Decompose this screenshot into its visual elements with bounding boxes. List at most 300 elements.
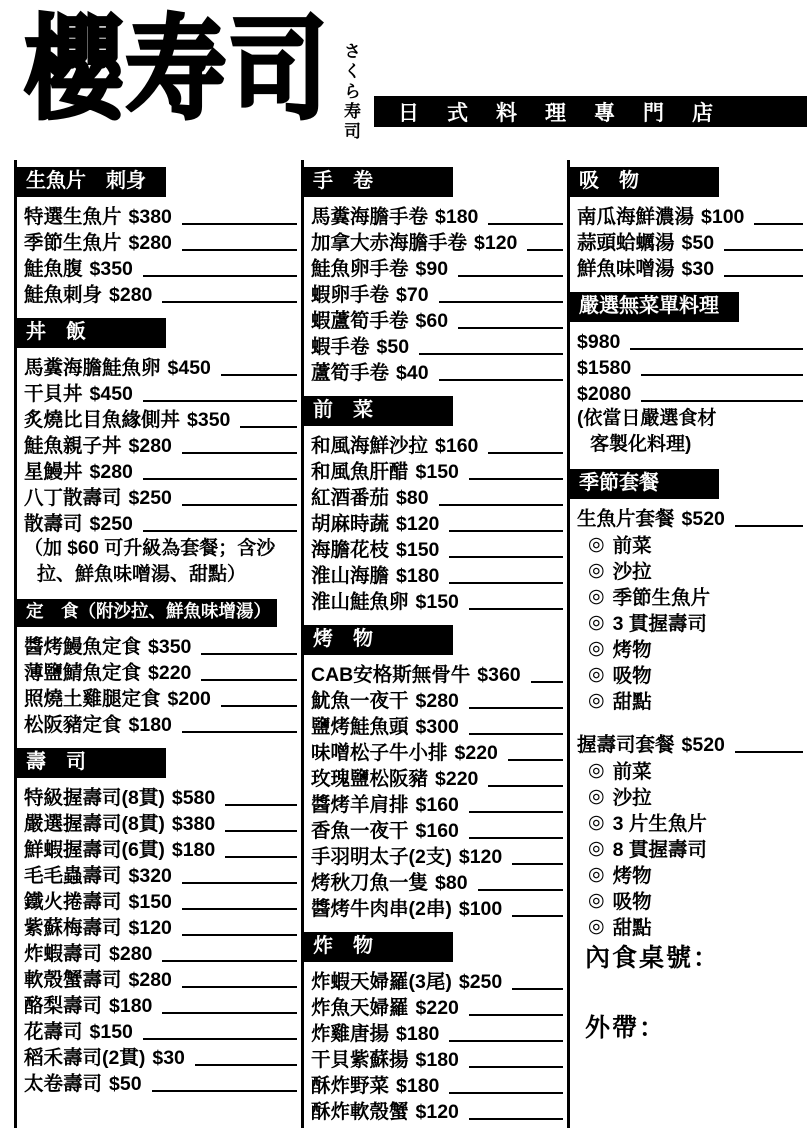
write-in-line [182,908,297,910]
menu-item-row [17,784,301,810]
set-menu-item-label: 吸物 [612,665,652,687]
menu-section [17,599,301,737]
item-price: $150 [128,890,172,913]
item-name: 特選生魚片 [24,206,122,228]
item-price: $180 [171,838,216,861]
menu-section [304,396,567,614]
item-name: 鐵火捲壽司 [24,890,122,913]
item-name: 魷魚一夜干 [311,690,409,712]
set-menu-item [570,687,807,713]
menu-item-row [304,791,567,817]
menu-item-row [570,229,807,255]
item-price: $160 [415,820,459,842]
menu-item-row [304,510,567,536]
write-in-line [469,733,563,735]
menu-item-row [304,562,567,588]
menu-item-row [570,505,807,531]
item-name: 酥炸野菜 [311,1075,390,1097]
item-price: $30 [152,1046,185,1069]
write-in-line [469,837,563,839]
item-name: 薄鹽鯖魚定食 [24,661,142,684]
item-name: 散壽司 [24,513,83,535]
set-menu-item-label: 吸物 [612,891,652,913]
item-name: 鮮蝦握壽司(6貫) [24,838,165,861]
item-price: $160 [415,794,459,816]
set-menu-item [570,835,807,861]
item-price: $70 [396,284,429,306]
item-price: $360 [477,664,521,686]
write-in-line [449,1092,563,1094]
menu-item-row [304,817,567,843]
menu-item-row [304,203,567,229]
item-name: 和風魚肝醋 [311,461,409,483]
item-price: $1580 [577,357,632,379]
write-in-line [182,934,297,936]
set-menu-item [570,635,807,661]
menu-section [570,469,807,939]
item-name: 炸魚天婦羅 [311,997,409,1019]
write-in-line [439,379,563,381]
write-in-line [143,400,297,402]
item-name: 紅酒番茄 [311,487,390,509]
menu-item-row [17,862,301,888]
menu-item-row [304,255,567,281]
write-in-line [449,556,563,558]
write-in-line [488,223,563,225]
write-in-line [225,804,297,806]
set-menu-item-label: 烤物 [612,639,652,661]
menu-item-row [304,661,567,687]
menu-item-row [17,255,301,281]
item-price: $30 [681,258,715,280]
section-header: 季節套餐 [570,469,719,499]
write-in-line [478,889,563,891]
item-price: $180 [396,1075,440,1097]
item-name: 馬糞海膽鮭魚卵 [24,357,161,379]
item-name: 握壽司套餐 [577,734,675,756]
write-in-line [641,374,803,376]
item-price: $580 [171,786,216,809]
bullseye-bullet-icon: ◎ [588,889,605,911]
write-in-line [182,504,297,506]
item-name: 炸雞唐揚 [311,1023,390,1045]
item-name: 烤秋刀魚一隻 [311,872,429,894]
write-in-line [527,249,563,251]
section-header: 炸 物 [304,932,453,962]
write-in-line [735,751,803,753]
set-menu-item-label: 前菜 [612,535,652,557]
item-price: $100 [701,206,745,228]
item-price: $180 [128,713,172,736]
item-price: $180 [109,994,153,1017]
menu-item-row [17,1044,301,1070]
set-menu-item [570,583,807,609]
item-name: 鮭魚腹 [24,258,83,280]
set-menu-item [570,557,807,583]
write-in-line [439,504,563,506]
set-menu-item-label: 沙拉 [612,561,652,583]
write-in-line [512,988,563,990]
item-price: $120 [128,916,172,939]
item-name: 鮭魚卵手卷 [311,258,409,280]
menu-item-row [570,203,807,229]
item-name: 醬烤鰻魚定食 [24,635,142,658]
menu-item-row [17,380,301,406]
write-in-line [458,275,563,277]
bullseye-bullet-icon: ◎ [588,759,605,781]
menu-section [570,167,807,281]
item-name: 炸蝦天婦羅(3尾) [311,971,452,993]
write-in-line [240,426,297,428]
write-in-line [143,275,297,277]
write-in-line [469,478,563,480]
menu-item-row [17,458,301,484]
menu-item-row [304,843,567,869]
menu-item-row [17,406,301,432]
write-in-line [531,681,563,683]
set-menu-item [570,783,807,809]
menu-item-row [17,1070,301,1096]
menu-item-row [304,484,567,510]
bullseye-bullet-icon: ◎ [588,811,605,833]
menu-item-row [17,484,301,510]
item-name: 鮭魚刺身 [24,284,103,306]
write-in-line [458,327,563,329]
item-price: $220 [454,742,498,764]
menu-item-row [17,229,301,255]
item-price: $150 [415,461,459,483]
item-name: 干貝紫蘇揚 [311,1049,409,1071]
item-name: 淮山海膽 [311,565,390,587]
item-price: $350 [89,258,133,280]
write-in-line [469,1066,563,1068]
write-in-line [162,960,297,962]
bullseye-bullet-icon: ◎ [588,533,605,555]
set-menu-item-label: 甜點 [612,917,652,939]
item-price: $350 [187,409,231,431]
item-price: $250 [89,513,133,535]
menu-item-row [17,432,301,458]
write-in-line [488,452,563,454]
menu-item-row [17,966,301,992]
item-price: $120 [415,1101,459,1123]
bullseye-bullet-icon: ◎ [588,559,605,581]
write-in-line [182,986,297,988]
bullseye-bullet-icon: ◎ [588,863,605,885]
write-in-line [724,249,803,251]
set-menu-item-label: 3 貫握壽司 [612,613,707,635]
item-name: 干貝丼 [24,383,83,405]
item-name: 季節生魚片 [24,232,122,254]
write-in-line [488,785,563,787]
section-header: 定 食（附沙拉、鮮魚味增湯） [17,599,277,627]
menu-item-row [17,354,301,380]
menu-column-1 [14,160,301,1128]
item-price: $450 [167,357,211,379]
item-name: 醬烤羊肩排 [311,794,409,816]
write-in-line [182,882,297,884]
item-price: $40 [396,362,429,384]
bullseye-bullet-icon: ◎ [588,585,605,607]
menu-item-row [304,307,567,333]
menu-item-row [17,281,301,307]
menu-item-row [570,354,807,380]
takeout-label: 外帶： [585,1014,667,1042]
set-menu-item [570,887,807,913]
menu-item-row [17,888,301,914]
menu-item-row [304,536,567,562]
item-price: $250 [458,971,503,993]
section-header: 壽 司 [17,748,166,778]
item-price: $80 [435,872,468,894]
set-menu-item-label: 烤物 [612,865,652,887]
write-in-line [195,1064,297,1066]
write-in-line [182,452,297,454]
item-name: 軟殼蟹壽司 [24,968,122,991]
set-menu-item [570,809,807,835]
item-name: 蒜頭蛤蠣湯 [577,232,675,254]
item-price: $450 [89,383,133,405]
item-name: 南瓜海鮮濃湯 [577,206,695,228]
write-in-line [449,530,563,532]
menu-item-row [304,968,567,994]
menu-item-row [304,713,567,739]
menu-item-row [17,685,301,711]
item-price: $150 [89,1020,133,1043]
menu-item-row [304,1020,567,1046]
item-price: $150 [415,591,459,613]
menu-section [570,292,807,458]
set-menu-item [570,757,807,783]
write-in-line [508,759,563,761]
menu-item-row [570,731,807,757]
item-price: $980 [577,331,621,353]
menu-column-3 [567,160,807,1128]
write-in-line [152,1090,297,1092]
item-name: 毛毛蟲壽司 [24,864,122,887]
item-price: $180 [396,565,440,587]
item-price: $120 [458,846,503,868]
bullseye-bullet-icon: ◎ [588,837,605,859]
item-name: 胡麻時蔬 [311,513,390,535]
item-name: 淮山鮭魚卵 [311,591,409,613]
item-price: $280 [109,284,153,306]
item-price: $520 [681,508,725,530]
item-name: 炸蝦壽司 [24,942,103,965]
item-name: CAB安格斯無骨牛 [311,664,471,686]
menu-section [17,748,301,1096]
write-in-line [182,731,297,733]
menu-item-row [304,869,567,895]
menu-item-row [17,711,301,737]
item-name: 照燒土雞腿定食 [24,687,161,710]
item-name: 玫瑰鹽松阪豬 [311,768,429,790]
menu-item-row [304,588,567,614]
set-menu-item [570,913,807,939]
menu-item-row [570,255,807,281]
section-header: 前 菜 [304,396,453,426]
item-note-line: （加 $60 可升級為套餐；含沙 [24,538,276,559]
write-in-line [449,1040,563,1042]
bullseye-bullet-icon: ◎ [588,915,605,937]
menu-item-row [570,380,807,406]
item-price: $180 [396,1023,440,1045]
write-in-line [641,400,803,402]
item-price: $50 [681,232,715,254]
set-menu-item-label: 沙拉 [612,787,652,809]
menu-item-row [17,992,301,1018]
menu-item-row [304,1046,567,1072]
write-in-line [469,811,563,813]
write-in-line [724,275,803,277]
menu-item-row [17,810,301,836]
restaurant-logo: 櫻寿司 [24,7,330,133]
write-in-line [630,348,803,350]
set-menu-item-label: 甜點 [612,691,652,713]
item-price: $220 [435,768,479,790]
write-in-line [449,582,563,584]
item-price: $180 [415,1049,459,1071]
menu-item-row [570,328,807,354]
write-in-line [419,353,563,355]
item-name: 紫蘇梅壽司 [24,916,122,939]
menu-section [17,167,301,307]
write-in-line [512,915,563,917]
item-price: $250 [128,487,172,509]
menu-section [304,625,567,921]
menu-item-row [304,687,567,713]
bullseye-bullet-icon: ◎ [588,785,605,807]
write-in-line [143,530,297,532]
item-price: $280 [128,435,172,457]
section-header: 烤 物 [304,625,453,655]
menu-item-row [304,895,567,921]
write-in-line [469,1118,563,1120]
item-price: $160 [435,435,479,457]
item-price: $320 [128,864,172,887]
menu-item-row [17,940,301,966]
item-price: $280 [128,232,172,254]
item-name: 生魚片套餐 [577,508,675,530]
item-price: $380 [171,812,216,835]
item-name: 八丁散壽司 [24,487,122,509]
item-price: $120 [396,513,440,535]
write-in-line [469,608,563,610]
write-in-line [143,478,297,480]
item-name: 酪梨壽司 [24,994,103,1017]
menu-item-row [304,281,567,307]
item-name: 稻禾壽司(2貫) [24,1046,146,1069]
item-price: $280 [128,968,172,991]
item-name: 松阪豬定食 [24,713,122,736]
item-name: 醬烤牛肉串(2串) [311,898,452,920]
item-name: 蘆筍手卷 [311,362,390,384]
item-name: 星鰻丼 [24,461,83,483]
bullseye-bullet-icon: ◎ [588,689,605,711]
item-price: $380 [128,206,172,228]
item-name: 手羽明太子(2支) [311,846,452,868]
write-in-line [439,301,563,303]
item-price: $350 [148,635,192,658]
item-price: $220 [148,661,192,684]
set-menu-item [570,609,807,635]
item-price: $100 [458,898,503,920]
item-name: 鮮魚味噌湯 [577,258,675,280]
write-in-line [182,249,297,251]
item-price: $50 [376,336,410,358]
item-price: $90 [415,258,449,280]
set-menu-item-label: 前菜 [612,761,652,783]
item-price: $200 [167,687,211,710]
write-in-line [221,374,297,376]
section-header: 吸 物 [570,167,719,197]
set-menu-item-label: 3 片生魚片 [612,813,707,835]
item-name: 和風海鮮沙拉 [311,435,429,457]
set-menu-item-label: 季節生魚片 [612,587,711,609]
menu-item-row [17,510,301,536]
write-in-line [201,679,297,681]
menu-item-row [17,633,301,659]
menu-item-row [304,333,567,359]
item-price: $220 [415,997,459,1019]
set-menu-item [570,531,807,557]
menu-column-2 [301,160,567,1128]
bullseye-bullet-icon: ◎ [588,611,605,633]
bullseye-bullet-icon: ◎ [588,663,605,685]
item-name: 蝦手卷 [311,336,370,358]
item-name: 加拿大赤海膽手卷 [311,232,468,254]
item-name: 蝦蘆筍手卷 [311,310,409,332]
menu-item-row [17,203,301,229]
menu-item-row [304,359,567,385]
menu-item-row [304,229,567,255]
item-price: $60 [415,310,449,332]
write-in-line [225,830,297,832]
set-menu-item [570,661,807,687]
item-price: $280 [89,461,133,483]
item-price: $150 [396,539,440,561]
bullseye-bullet-icon: ◎ [588,637,605,659]
menu-item-row [304,432,567,458]
write-in-line [182,223,297,225]
write-in-line [201,653,297,655]
menu-item-row [304,1072,567,1098]
menu-item-row [17,836,301,862]
tagline-banner: 日式料理專門店 [374,96,807,127]
item-price: $280 [415,690,459,712]
item-name: 酥炸軟殼蟹 [311,1101,409,1123]
menu-item-row [304,994,567,1020]
item-name: 香魚一夜干 [311,820,409,842]
menu-item-row [17,659,301,685]
item-name: 太卷壽司 [24,1072,103,1095]
dine-in-table-label: 內食桌號： [585,944,721,972]
item-price: $280 [109,942,153,965]
item-name: 鹽烤鮭魚頭 [311,716,409,738]
write-in-line [225,856,297,858]
menu-item-row [17,1018,301,1044]
item-note-line: 客製化料理) [590,434,692,455]
item-name: 鮭魚親子丼 [24,435,122,457]
write-in-line [469,1014,563,1016]
menu-section [17,318,301,588]
write-in-line [512,863,563,865]
write-in-line [143,1038,297,1040]
item-price: $300 [415,716,459,738]
item-name: 特級握壽司(8貫) [24,786,165,809]
section-header: 嚴選無菜單料理 [570,292,739,322]
item-name: 炙燒比目魚緣側丼 [24,409,181,431]
